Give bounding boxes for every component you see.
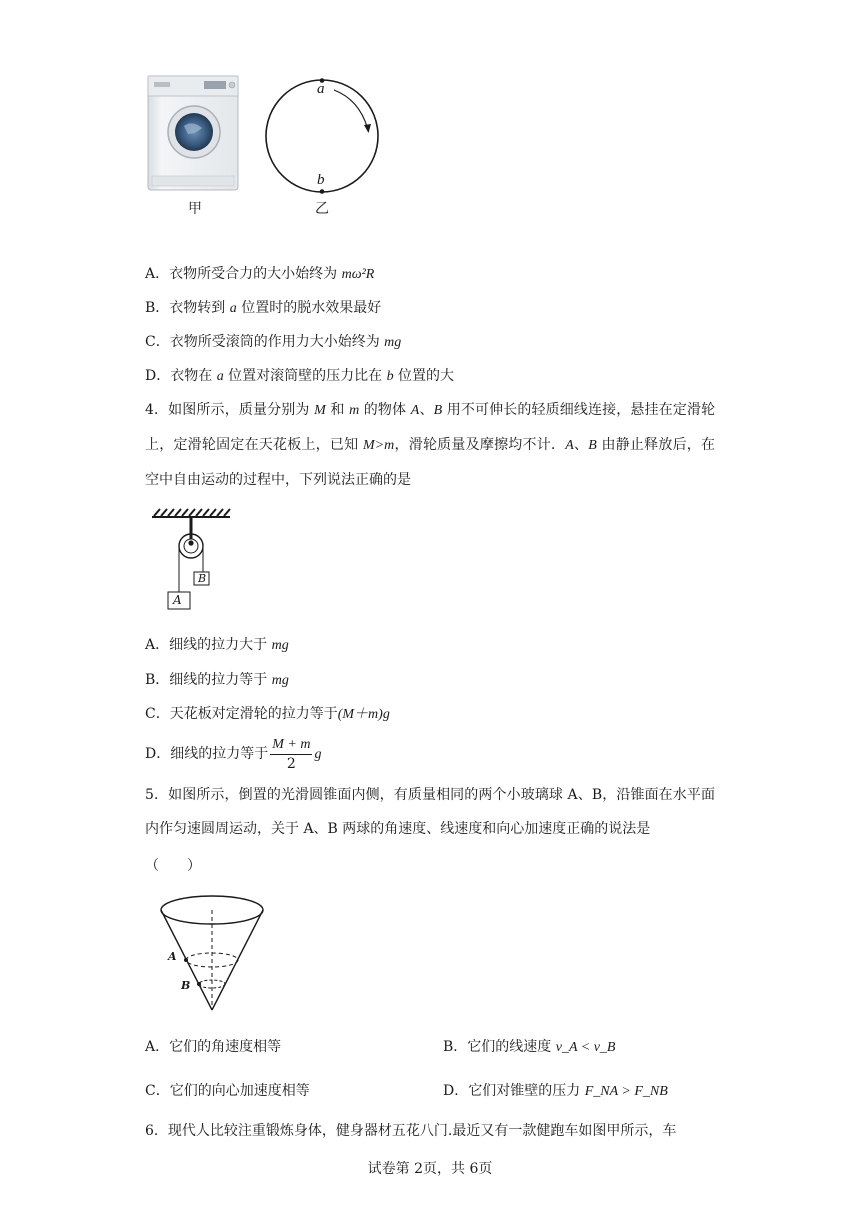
figure-caption-yi: 乙	[315, 201, 329, 217]
q5-answer-bracket: （ ）	[145, 858, 201, 874]
point-a-label: a	[317, 81, 325, 97]
q5-option-d: D．它们对锥壁的压力 F_NA > F_NB	[443, 1083, 668, 1099]
figure-caption-jia: 甲	[188, 201, 202, 217]
pulley-diagram	[150, 506, 232, 614]
q4-option-b: B．细线的拉力等于 mg	[145, 672, 289, 688]
q4-option-c: C．天花板对定滑轮的拉力等于(M＋m)g	[145, 706, 390, 722]
fraction: $\frac{M + m}{2}$	[272, 736, 311, 772]
q5-option-c: C．它们的向心加速度相等	[145, 1083, 310, 1099]
rotation-arrow	[334, 90, 368, 130]
q5-option-a: A．它们的角速度相等	[145, 1039, 282, 1055]
point-b-dot	[320, 189, 325, 194]
q4-stem: 4．如图所示，质量分别为 M 和 m 的物体 A、B 用不可伸长的轻质细线连接，悬挂在定滑轮上，定滑轮固定在天花板上，已知 M>m，滑轮质量及摩擦均不计．A、B 由静止释放后，在空中自由运动的过程中，下列说法正确的是	[145, 402, 716, 488]
block-a-label: A	[173, 593, 182, 607]
point-b-label: b	[317, 172, 325, 188]
q3-option-d: D．衣物在 a 位置对滚筒壁的压力比在 b 位置的大	[145, 368, 455, 384]
block-b-label: B	[198, 572, 207, 585]
q3-option-a: A．衣物所受合力的大小始终为 mω²R	[145, 266, 375, 282]
q3-option-b: B．衣物转到 a 位置时的脱水效果最好	[145, 300, 382, 316]
q3-option-c: C．衣物所受滚筒的作用力大小始终为 mg	[145, 334, 402, 350]
q6-stem: 6．现代人比较注重锻炼身体，健身器材五花八门.最近又有一款健跑车如图甲所示，车	[145, 1123, 677, 1139]
q4-option-a: A．细线的拉力大于 mg	[145, 637, 289, 653]
page-footer: 试卷第 2页，共 6页	[367, 1161, 493, 1177]
q5-option-b: B．它们的线速度 v_A < v_B	[443, 1039, 616, 1055]
ball-b-label: B	[181, 979, 191, 992]
ball-a-label: A	[168, 950, 177, 963]
q4-option-d: D．细线的拉力等于 $\frac{M + m}{2}$ g	[145, 736, 322, 772]
washing-machine-image	[146, 72, 240, 194]
q5-stem: 5．如图所示，倒置的光滑圆锥面内侧，有质量相同的两个小玻璃球 A、B，沿锥面在水平面内作匀速圆周运动，关于 A、B 两球的角速度、线速度和向心加速度正确的说法是	[145, 787, 715, 837]
